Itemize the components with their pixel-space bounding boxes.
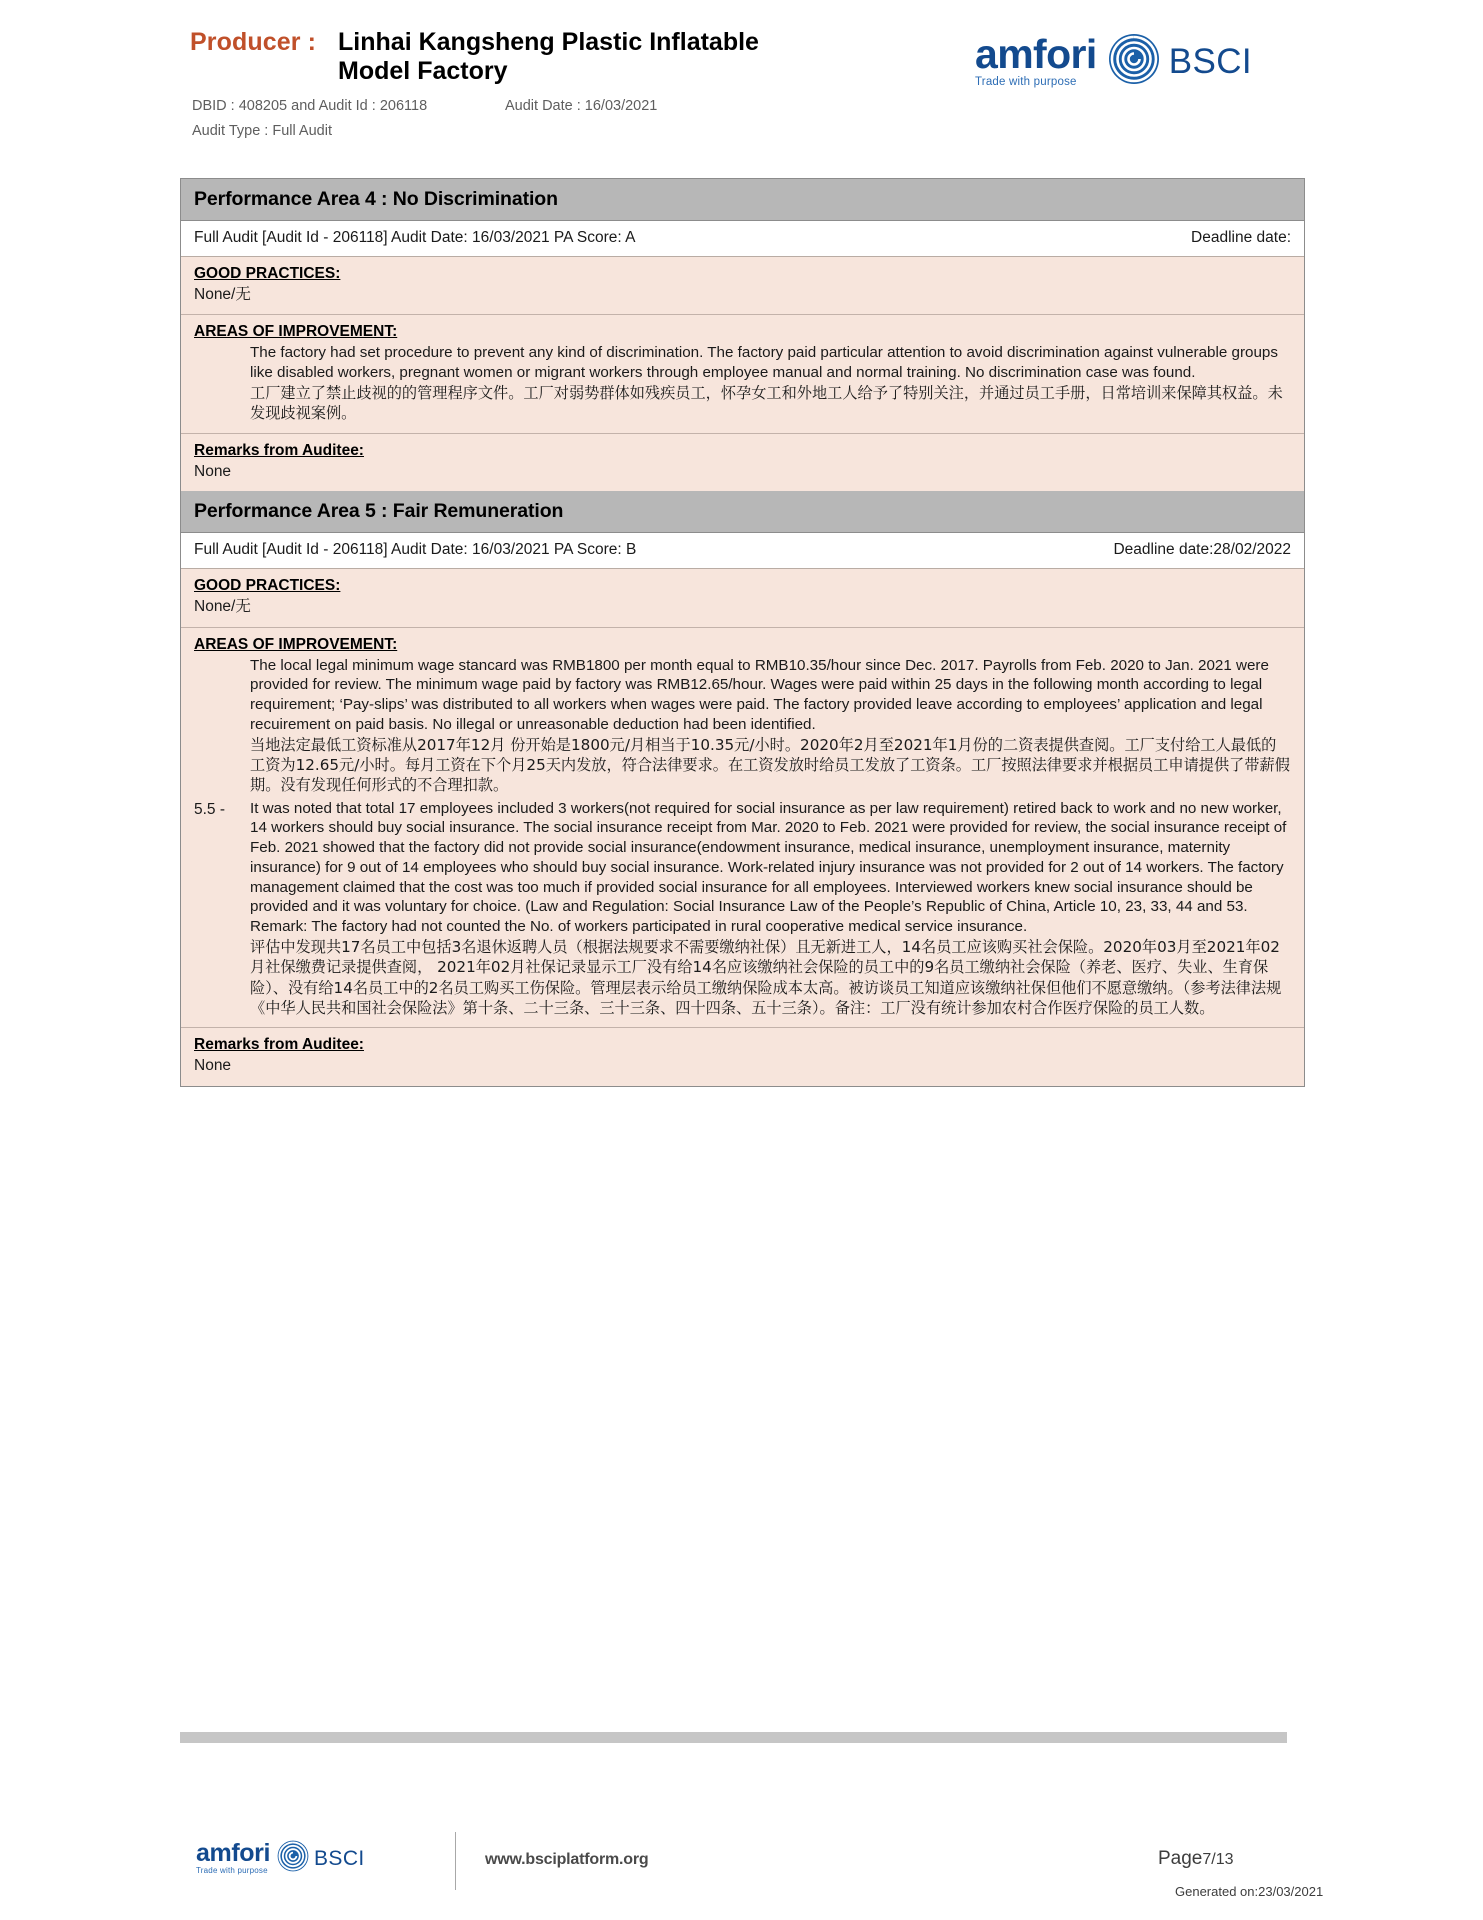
audit-summary-row — [181, 221, 1304, 257]
deadline-date: Deadline date:28/02/2022 — [1113, 541, 1291, 559]
performance-area-title: Performance Area 5 : Fair Remuneration — [181, 491, 1304, 533]
deadline-date: Deadline date: — [1191, 229, 1291, 246]
remarks-title: Remarks from Auditee: — [194, 1036, 364, 1054]
good-practices-title: GOOD PRACTICES: — [194, 577, 341, 595]
audit-summary-row — [181, 533, 1304, 569]
performance-area-section — [181, 491, 1304, 1086]
audit-date-line: Audit Date : 16/03/2021 — [505, 98, 658, 114]
finding-chinese-text: 评估中发现共17名员工中包括3名退休返聘人员（根据法规要求不需要缴纳社保）且无新进工人，14名员工应该购买社会保险。2020年03月至2021年02月社保缴费记录提供查阅， 2021年02月社保记录显示工厂没有给14名应该缴纳社会保险的员工中的9名员工缴纳社会保险（养老、医疗、失业、生育保险）、没有给14名员工中的2名员工购买工伤保险。管理层表示给员工缴纳保险成本太高。被访谈员工知道应该缴纳社保但他们不愿意缴纳。（参考法律法规《中华人民共和国社会保险法》第十条、二十三条、三十三条、四十四条、五十三条）。备注：工厂没有统计参加农村合作医疗保险的员工人数。 — [250, 937, 1282, 1017]
performance-areas-table — [180, 178, 1305, 1087]
areas-of-improvement-section — [181, 628, 1304, 1029]
audit-type-line: Audit Type : Full Audit — [192, 123, 332, 139]
generated-on: Generated on:23/03/2021 — [1175, 1884, 1324, 1899]
amfori-tagline: Trade with purpose — [975, 75, 1077, 88]
producer-block — [190, 28, 768, 86]
remarks-value: None — [194, 462, 232, 480]
remarks-from-auditee-section — [181, 434, 1304, 491]
page-value: 7/13 — [1202, 1851, 1234, 1868]
footer-url[interactable]: www.bsciplatform.org — [485, 1851, 649, 1868]
remarks-from-auditee-section — [181, 1028, 1304, 1085]
bsci-wordmark: BSCI — [1168, 42, 1252, 81]
areas-chinese-text: 工厂建立了禁止歧视的的管理程序文件。工厂对弱势群体如残疾员工，怀孕女工和外地工人给予了特别关注，并通过员工手册，日常培训来保障其权益。未发现歧视案例。 — [250, 383, 1283, 423]
performance-area-title: Performance Area 4 : No Discrimination — [181, 179, 1304, 221]
areas-of-improvement-title: AREAS OF IMPROVEMENT: — [194, 635, 398, 653]
good-practices-title: GOOD PRACTICES: — [194, 265, 341, 282]
footer-amfori-bsci-logo — [196, 1840, 365, 1877]
good-practices-value: None/无 — [194, 286, 251, 303]
areas-of-improvement-body — [194, 343, 1291, 423]
footer-amfori-tagline: Trade with purpose — [196, 1866, 268, 1876]
areas-chinese-text: 当地法定最低工资标准从2017年12月 份开始是1800元/月相当于10.35元/小时。2020年2月至2021年1月份的二资表提供查阅。工厂支付给工人最低的工资为12.65元/小时。每月工资在下个月25天内发放，符合法律要求。在工资发放时给员工发放了工资条。工厂按照法律要求并根据员工申请提供了带薪假期。没有发现任何形式的不合理扣款。 — [250, 735, 1290, 795]
audit-summary-text: Full Audit [Audit Id - 206118] Audit Date: 16/03/2021 PA Score: B — [194, 541, 637, 559]
footer-amfori-wordmark-block — [196, 1838, 271, 1876]
areas-english-text: The local legal minimum wage stancard was RMB1800 per month equal to RMB10.35/hour since Dec. 2017. Payrolls from Feb. 2020 to Jan. 2021 were provided for review. The minimum wage paid by factory was RMB12.65/hour. Wages were paid within 25 days in the following month according to legal requirement; ‘Pay-slips’ was distributed to all workers when wages were paid. The factory provided leave according to employees’ application and legal recuirement on paid basis. No illegal or unreasonable deduction had been identified. — [250, 656, 1269, 733]
areas-of-improvement-section — [181, 315, 1304, 433]
amfori-bsci-logo — [975, 33, 1252, 90]
finding-item — [194, 799, 1291, 1019]
amfori-wordmark-block — [975, 31, 1097, 88]
good-practices-section — [181, 257, 1304, 315]
performance-area-section — [181, 179, 1304, 491]
remarks-value: None — [194, 1057, 232, 1075]
finding-english-text: It was noted that total 17 employees included 3 workers(not required for social insurance as per law requirement) retired back to work and no new worker, 14 workers should buy social insurance. The social insurance receipt from Mar. 2020 to Feb. 2021 were provided for review, the social insurance receipt of Feb. 2021 showed that the factory did not provide social insurance(endowment insurance, medical insurance, unemployment insurance, maternity insurance) for 9 out of 14 employees who should buy social insurance. Work-related injury insurance was not provided for 2 out of 14 workers. The factory management claimed that the cost was too much if provided social insurance for all employees. Interviewed workers knew social insurance should be provided and it was voluntary for choice. (Law and Regulation: Social Insurance Law of the People’s Republic of China, Article 10, 23, 33, 44 and 53. Remark: The factory had not counted the No. of workers participated in rural cooperative medical service insurance. — [250, 799, 1287, 936]
footer-bsci-wordmark: BSCI — [314, 1847, 365, 1870]
producer-name: Linhai Kangsheng Plastic Inflatable Model Factory — [338, 28, 759, 85]
footer-separator-bar — [180, 1732, 1287, 1743]
page-label: Page — [1158, 1848, 1203, 1869]
areas-of-improvement-body — [194, 656, 1291, 796]
areas-of-improvement-title: AREAS OF IMPROVEMENT: — [194, 323, 398, 341]
footer-divider — [455, 1832, 456, 1890]
good-practices-section — [181, 569, 1304, 627]
areas-english-text: The factory had set procedure to prevent any kind of discrimination. The factory paid particular attention to avoid discrimination against vulnerable groups like disabled workers, pregnant women or migrant workers through employee manual and normal training. No discrimination case was found. — [250, 344, 1278, 382]
finding-number: 5.5 - — [194, 800, 226, 818]
page-number — [1158, 1848, 1234, 1870]
producer-label: Producer : — [190, 28, 317, 56]
remarks-title: Remarks from Auditee: — [194, 441, 364, 459]
footer-amfori-wordmark: amfori — [196, 1838, 271, 1867]
page-header — [0, 0, 1483, 140]
spiral-icon — [1108, 33, 1160, 90]
audit-summary-text: Full Audit [Audit Id - 206118] Audit Date: 16/03/2021 PA Score: A — [194, 229, 636, 246]
footer-spiral-icon — [277, 1840, 309, 1877]
dbid-audit-id-line: DBID : 408205 and Audit Id : 206118 — [192, 98, 428, 114]
finding-body — [246, 799, 1291, 1019]
amfori-wordmark: amfori — [975, 31, 1097, 78]
good-practices-value: None/无 — [194, 598, 251, 616]
